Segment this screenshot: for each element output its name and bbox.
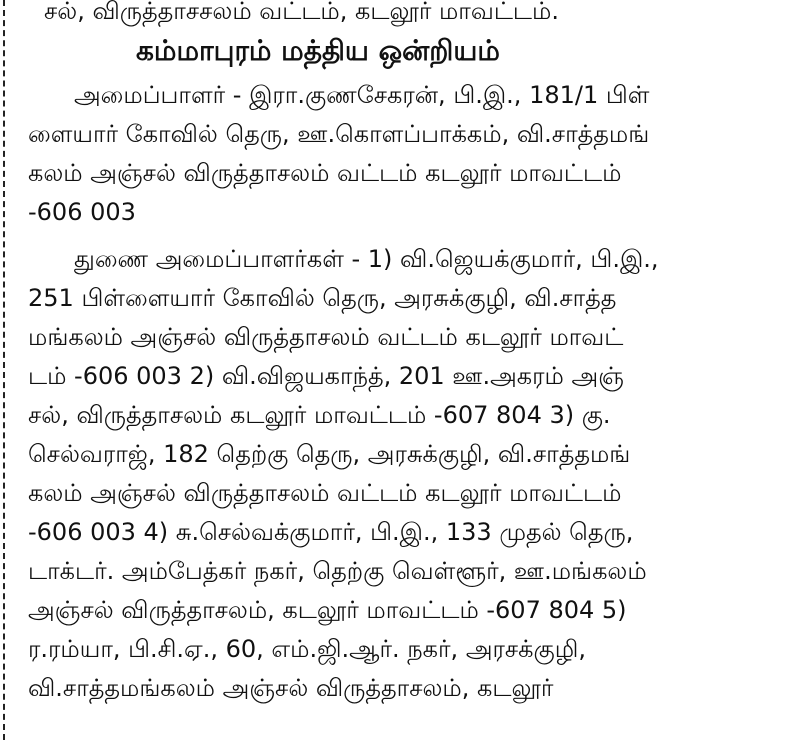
paragraph2-line-2: 251 பிள்ளையார் கோவில் தெரு, அரசுக்குழி, வி.சாத்த	[28, 284, 617, 312]
paragraph1-line-4: -606 003	[28, 198, 136, 226]
paragraph2-line-6: செல்வராஜ், 182 தெற்கு தெரு, அரசுக்குழி, வி.சாத்தமங்	[28, 440, 631, 468]
paragraph2-line-10: அஞ்சல் விருத்தாசலம், கடலூர் மாவட்டம் -607 804 5)	[28, 596, 627, 624]
paragraph2-line-4: டம் -606 003 2) வி.விஜயகாந்த், 201 ஊ.அகரம் அஞ்	[28, 362, 624, 390]
top-partial-line: சல், விருத்தாசசலம் வட்டம், கடலூர் மாவட்டம்.	[44, 0, 559, 25]
paragraph2-line-1: துணை அமைப்பாளர்கள் - 1) வி.ஜெயக்குமார், பி.இ.,	[74, 245, 659, 273]
paragraph2-line-8: -606 003 4) சு.செல்வக்குமார், பி.இ., 133 முதல் தெரு,	[28, 518, 634, 546]
section-heading: கம்மாபுரம் மத்திய ஒன்றியம்	[136, 34, 500, 67]
paragraph1-line-3: கலம் அஞ்சல் விருத்தாசலம் வட்டம் கடலூர் மாவட்டம்	[28, 159, 622, 187]
paragraph2-line-5: சல், விருத்தாசலம் கடலூர் மாவட்டம் -607 804 3) கு.	[28, 401, 611, 429]
paragraph2-line-9: டாக்டர். அம்பேத்கர் நகர், தெற்கு வெள்ளூர், ஊ.மங்கலம்	[28, 557, 647, 585]
paragraph1-line-2: ளையார் கோவில் தெரு, ஊ.கொளப்பாக்கம், வி.சாத்தமங்	[28, 120, 650, 148]
dashed-cut-line	[3, 0, 5, 740]
paragraph2-line-7: கலம் அஞ்சல் விருத்தாசலம் வட்டம் கடலூர் மாவட்டம்	[28, 479, 622, 507]
paragraph2-line-3: மங்கலம் அஞ்சல் விருத்தாசலம் வட்டம் கடலூர் மாவட்	[28, 323, 624, 351]
paragraph1-line-1: அமைப்பாளர் - இரா.குணசேகரன், பி.இ., 181/1 பிள்	[74, 81, 650, 109]
paragraph2-line-11: ர.ரம்யா, பி.சி.ஏ., 60, எம்.ஜி.ஆர். நகர், அரசக்குழி,	[28, 635, 586, 663]
paragraph2-line-12: வி.சாத்தமங்கலம் அஞ்சல் விருத்தாசலம், கடலூர்	[28, 674, 554, 702]
